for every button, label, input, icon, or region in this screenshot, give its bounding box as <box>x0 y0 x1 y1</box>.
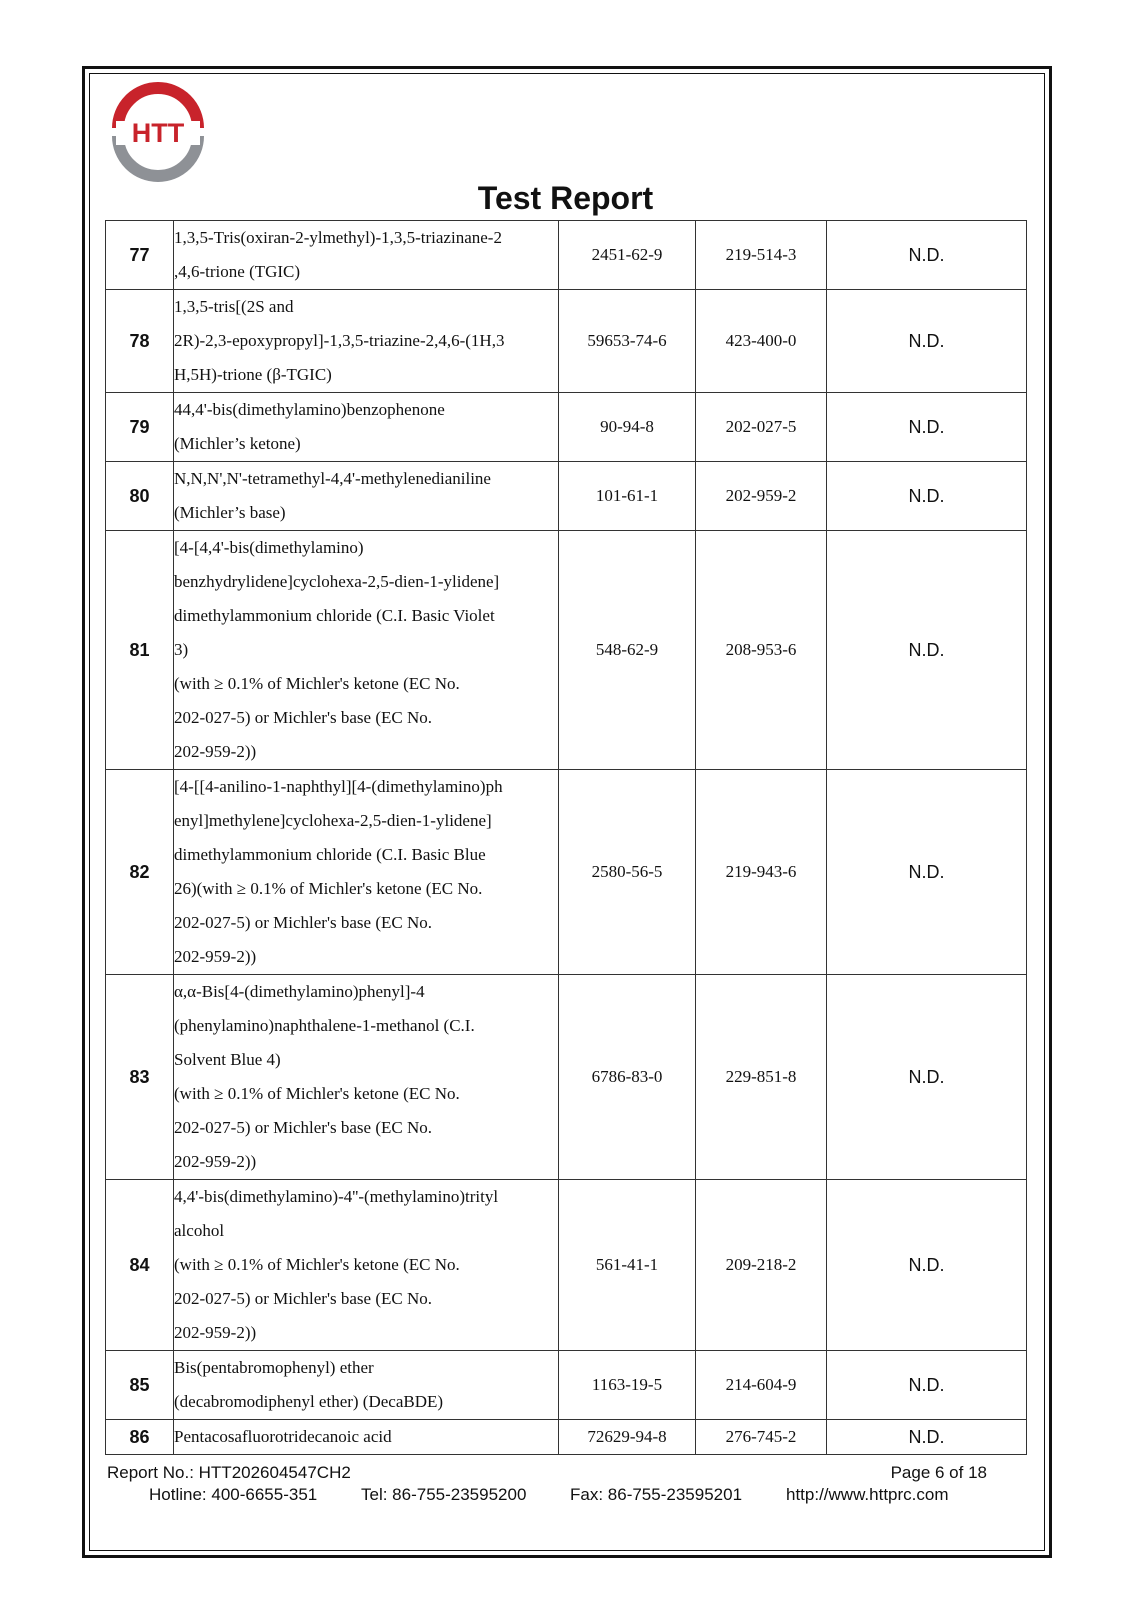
ec-number: 202-027-5 <box>696 393 827 462</box>
substance-name-line: Bis(pentabromophenyl) ether <box>174 1358 374 1377</box>
footer-line-1 <box>107 1463 987 1485</box>
row-number: 83 <box>106 975 174 1180</box>
row-number: 78 <box>106 290 174 393</box>
page-number: Page 6 of 18 <box>890 1463 987 1482</box>
row-number: 80 <box>106 462 174 531</box>
substance-name-line: 3) <box>174 640 189 659</box>
row-number: 79 <box>106 393 174 462</box>
substance-name-line: ,4,6-trione (TGIC) <box>174 262 301 281</box>
table-row <box>106 975 1027 1180</box>
test-result: N.D. <box>827 1180 1027 1351</box>
substance-name-line: α,α-Bis[4-(dimethylamino)phenyl]-4 <box>174 982 425 1001</box>
row-number: 82 <box>106 770 174 975</box>
htt-logo-icon <box>106 80 210 184</box>
ec-number: 219-514-3 <box>696 221 827 290</box>
table-row <box>106 770 1027 975</box>
substance-name <box>174 290 559 393</box>
substance-name-line: (Michler’s base) <box>174 503 286 522</box>
substance-name <box>174 462 559 531</box>
ec-number: 208-953-6 <box>696 531 827 770</box>
row-number: 77 <box>106 221 174 290</box>
substance-name <box>174 1420 559 1455</box>
cas-number: 2580-56-5 <box>559 770 696 975</box>
cas-number: 6786-83-0 <box>559 975 696 1180</box>
results-table <box>105 220 1027 1455</box>
test-result: N.D. <box>827 462 1027 531</box>
row-number: 81 <box>106 531 174 770</box>
test-result: N.D. <box>827 531 1027 770</box>
table-row <box>106 393 1027 462</box>
test-result: N.D. <box>827 770 1027 975</box>
substance-name-line: [4-[4,4'-bis(dimethylamino) <box>174 538 364 557</box>
footer-line-2 <box>107 1485 987 1507</box>
substance-name-line: (phenylamino)naphthalene-1-methanol (C.I. <box>174 1016 475 1035</box>
substance-name-line: 4,4'-bis(dimethylamino)-4''-(methylamino)trityl <box>174 1187 499 1206</box>
cas-number: 72629-94-8 <box>559 1420 696 1455</box>
cas-number: 59653-74-6 <box>559 290 696 393</box>
table-row <box>106 1180 1027 1351</box>
ec-number: 219-943-6 <box>696 770 827 975</box>
substance-name-line: H,5H)-trione (β-TGIC) <box>174 365 332 384</box>
substance-name-line: enyl]methylene]cyclohexa-2,5-dien-1-ylidene] <box>174 811 492 830</box>
ec-number: 209-218-2 <box>696 1180 827 1351</box>
substance-name <box>174 770 559 975</box>
substance-name-line: 202-027-5) or Michler's base (EC No. <box>174 1289 433 1308</box>
ec-number: 229-851-8 <box>696 975 827 1180</box>
substance-name-line: Solvent Blue 4) <box>174 1050 281 1069</box>
substance-name-line: 202-027-5) or Michler's base (EC No. <box>174 708 433 727</box>
substance-name-line: Pentacosafluorotridecanoic acid <box>174 1427 392 1446</box>
substance-name-line: 202-959-2)) <box>174 947 257 966</box>
substance-name-line: 2R)-2,3-epoxypropyl]-1,3,5-triazine-2,4,6-(1H,3 <box>174 331 505 350</box>
cas-number: 90-94-8 <box>559 393 696 462</box>
table-row <box>106 1420 1027 1455</box>
substance-name-line: dimethylammonium chloride (C.I. Basic Blue <box>174 845 486 864</box>
hotline-text: Hotline: 400-6655-351 <box>149 1485 318 1504</box>
substance-name-line: 26)(with ≥ 0.1% of Michler's ketone (EC No. <box>174 879 483 898</box>
row-number: 86 <box>106 1420 174 1455</box>
substance-name <box>174 531 559 770</box>
test-result: N.D. <box>827 1351 1027 1420</box>
table-row <box>106 221 1027 290</box>
substance-name-line: benzhydrylidene]cyclohexa-2,5-dien-1-ylidene] <box>174 572 500 591</box>
test-result: N.D. <box>827 290 1027 393</box>
substance-name <box>174 1351 559 1420</box>
cas-number: 561-41-1 <box>559 1180 696 1351</box>
substance-name-line: (Michler’s ketone) <box>174 434 301 453</box>
table-row <box>106 290 1027 393</box>
cas-number: 2451-62-9 <box>559 221 696 290</box>
table-row <box>106 462 1027 531</box>
cas-number: 101-61-1 <box>559 462 696 531</box>
substance-name <box>174 975 559 1180</box>
substance-name-line: 202-027-5) or Michler's base (EC No. <box>174 1118 433 1137</box>
substance-name <box>174 393 559 462</box>
substance-name-line: (decabromodiphenyl ether) (DecaBDE) <box>174 1392 444 1411</box>
substance-name-line: (with ≥ 0.1% of Michler's ketone (EC No. <box>174 674 460 693</box>
row-number: 85 <box>106 1351 174 1420</box>
fax-text: Fax: 86-755-23595201 <box>570 1485 743 1504</box>
test-result: N.D. <box>827 221 1027 290</box>
logo-text: HTT <box>131 118 185 148</box>
ec-number: 276-745-2 <box>696 1420 827 1455</box>
substance-name-line: (with ≥ 0.1% of Michler's ketone (EC No. <box>174 1255 460 1274</box>
report-number: Report No.: HTT202604547CH2 <box>107 1463 351 1482</box>
substance-name-line: dimethylammonium chloride (C.I. Basic Violet <box>174 606 495 625</box>
cas-number: 1163-19-5 <box>559 1351 696 1420</box>
page-title: Test Report <box>477 180 654 216</box>
substance-name <box>174 1180 559 1351</box>
table-row <box>106 531 1027 770</box>
cas-number: 548-62-9 <box>559 531 696 770</box>
substance-name-line: 202-959-2)) <box>174 742 257 761</box>
ec-number: 202-959-2 <box>696 462 827 531</box>
substance-name-line: 1,3,5-Tris(oxiran-2-ylmethyl)-1,3,5-triazinane-2 <box>174 228 502 247</box>
ec-number: 423-400-0 <box>696 290 827 393</box>
test-result: N.D. <box>827 1420 1027 1455</box>
substance-name <box>174 221 559 290</box>
substance-name-line: 202-959-2)) <box>174 1323 257 1342</box>
substance-name-line: [4-[[4-anilino-1-naphthyl][4-(dimethylamino)ph <box>174 777 503 796</box>
substance-name-line: N,N,N',N'-tetramethyl-4,4'-methylenedianiline <box>174 469 491 488</box>
row-number: 84 <box>106 1180 174 1351</box>
tel-text: Tel: 86-755-23595200 <box>361 1485 527 1504</box>
substance-name-line: 202-027-5) or Michler's base (EC No. <box>174 913 433 932</box>
website-link[interactable]: http://www.httprc.com <box>786 1485 949 1504</box>
substance-name-line: 44,4'-bis(dimethylamino)benzophenone <box>174 400 445 419</box>
ec-number: 214-604-9 <box>696 1351 827 1420</box>
test-result: N.D. <box>827 393 1027 462</box>
substance-name-line: alcohol <box>174 1221 225 1240</box>
table-row <box>106 1351 1027 1420</box>
substance-name-line: (with ≥ 0.1% of Michler's ketone (EC No. <box>174 1084 460 1103</box>
substance-name-line: 202-959-2)) <box>174 1152 257 1171</box>
substance-name-line: 1,3,5-tris[(2S and <box>174 297 294 316</box>
test-result: N.D. <box>827 975 1027 1180</box>
